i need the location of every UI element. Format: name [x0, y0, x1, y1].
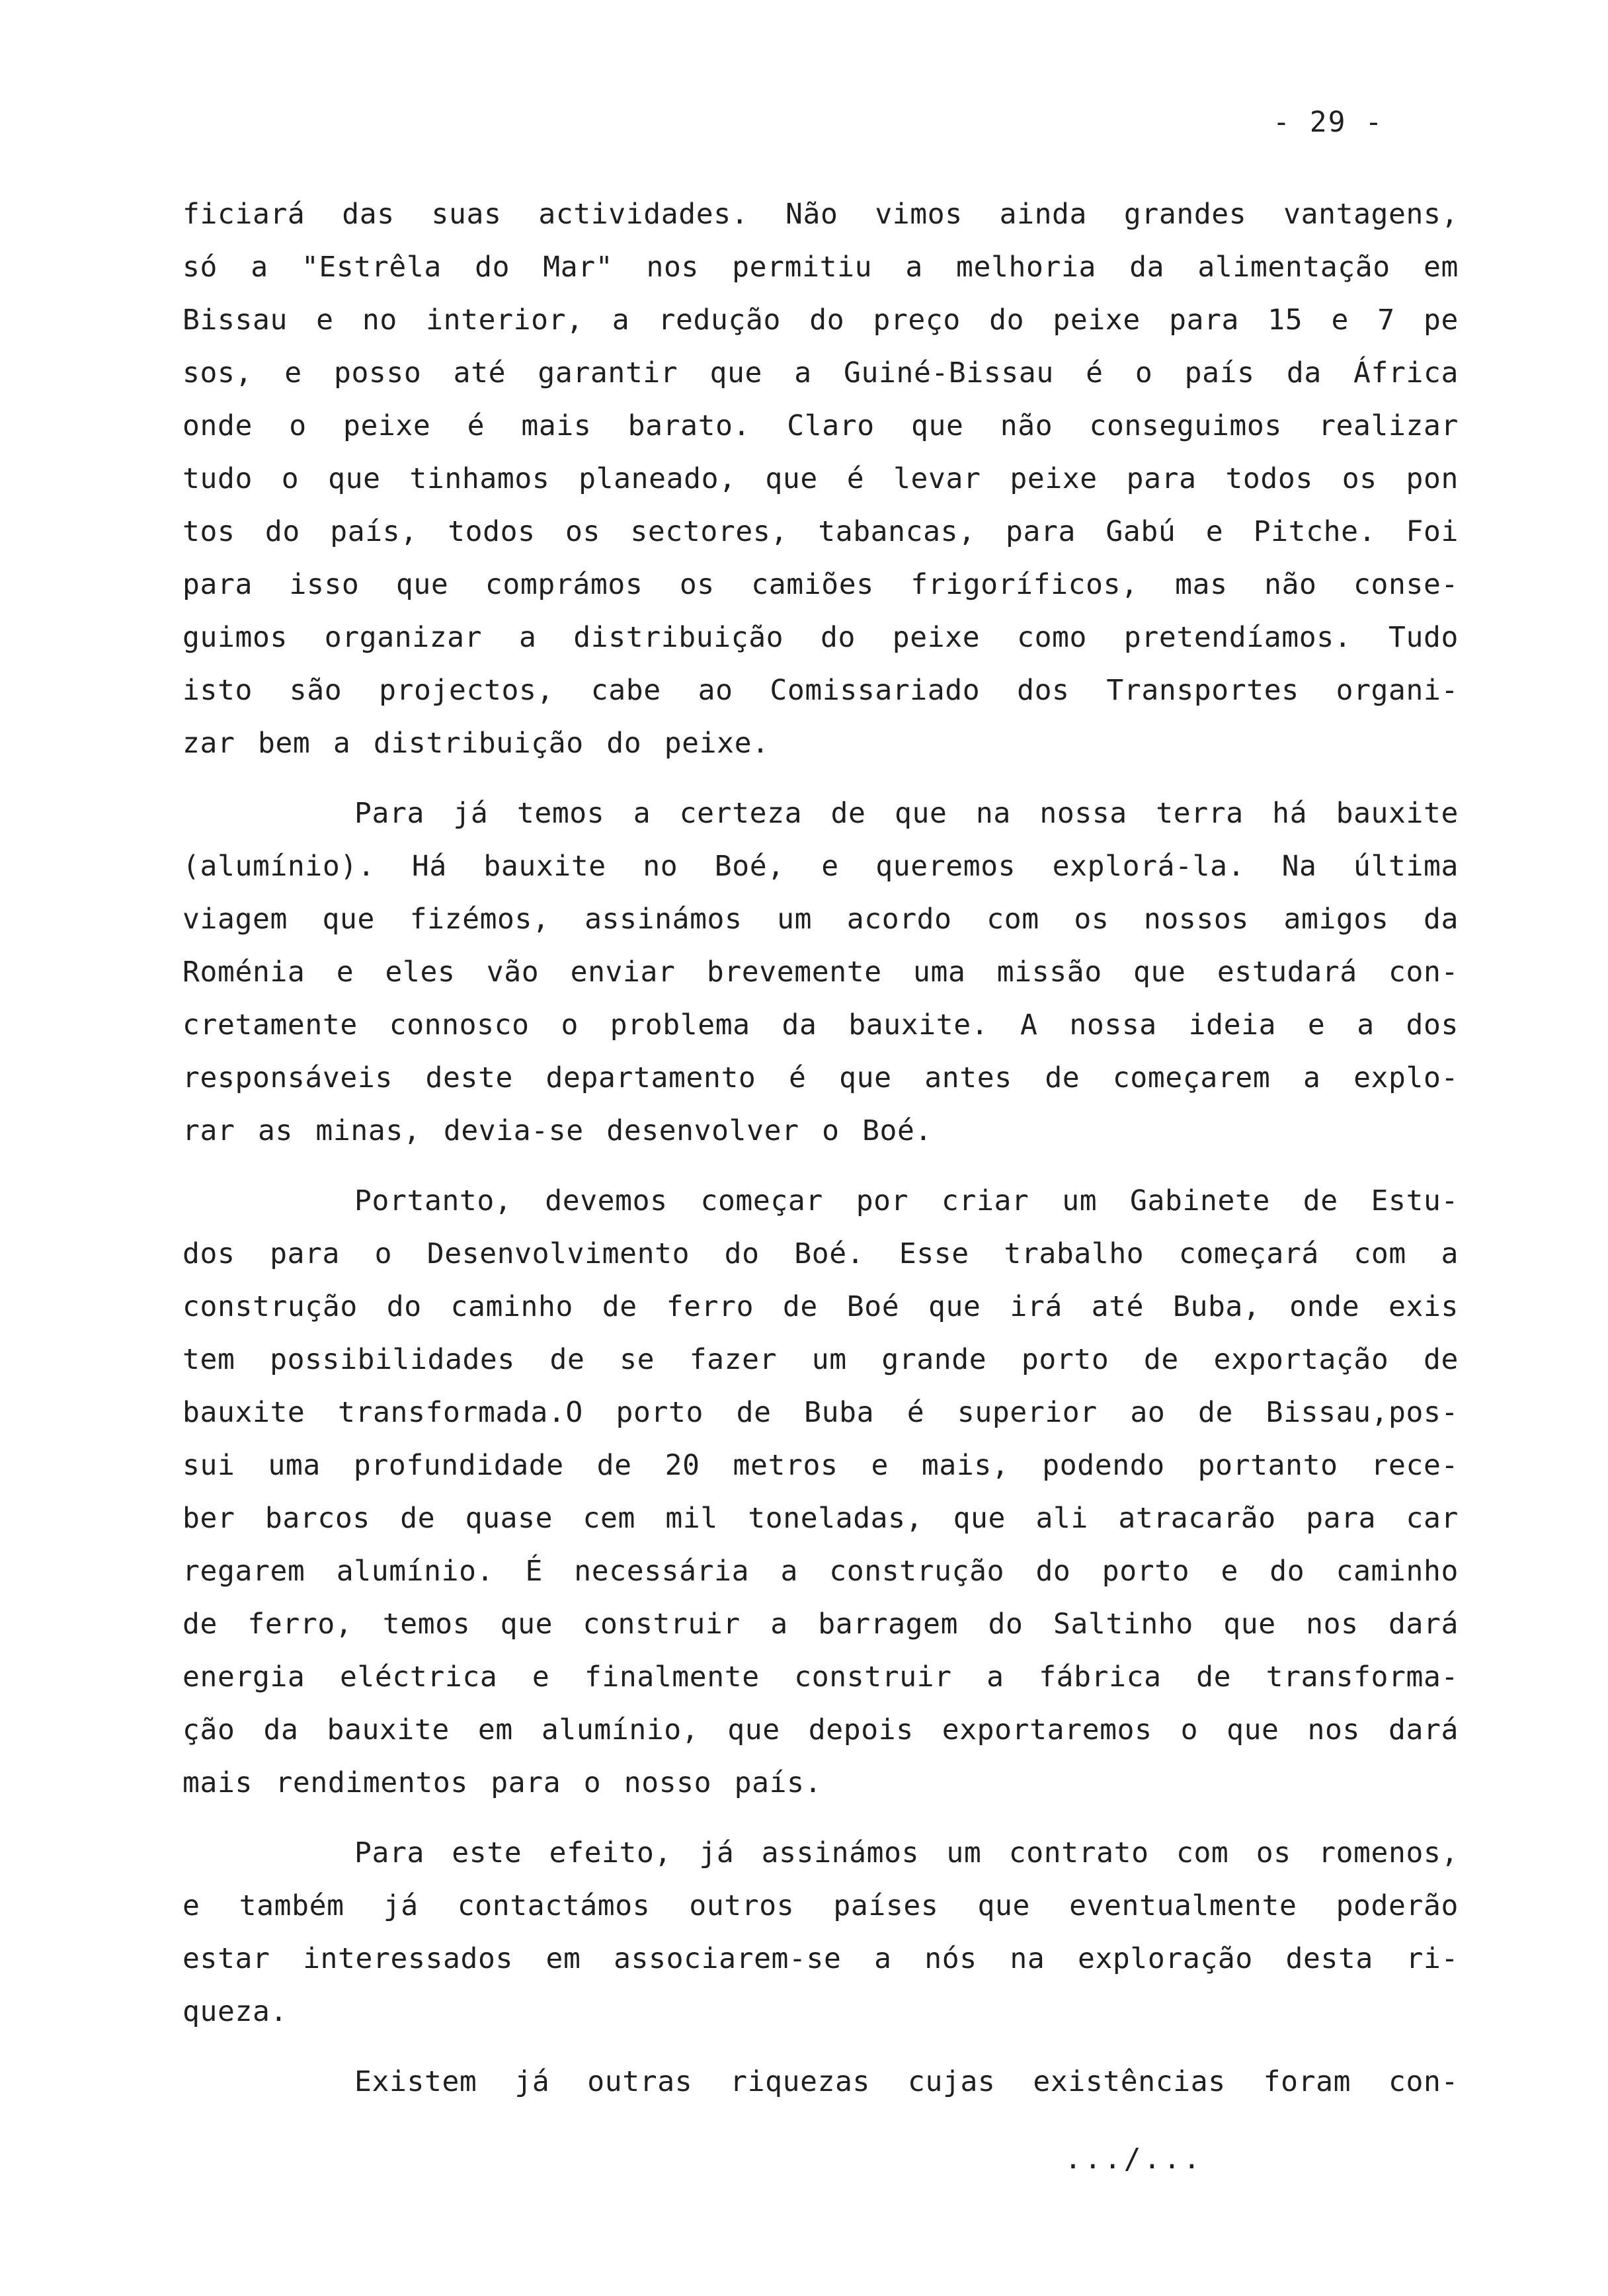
- text-line: sui uma profundidade de 20 metros e mais, podendo portanto rece-: [182, 1449, 1459, 1482]
- text-line: ber barcos de quase cem mil toneladas, que ali atracarão para car: [182, 1502, 1459, 1535]
- text-line: zar bem a distribuição do peixe.: [182, 727, 770, 760]
- text-line: Bissau e no interior, a redução do preço do peixe para 15 e 7 pe: [182, 304, 1459, 337]
- text-line: estar interessados em associarem-se a nós na exploração desta ri-: [182, 1942, 1459, 1975]
- text-line: isto são projectos, cabe ao Comissariado dos Transportes organi-: [182, 674, 1459, 707]
- continuation-marker: .../...: [1065, 2143, 1203, 2176]
- text-line: energia eléctrica e finalmente construir a fábrica de transforma-: [182, 1660, 1459, 1694]
- text-line: construção do caminho de ferro de Boé que irá até Buba, onde exis: [182, 1290, 1459, 1323]
- text-line: queza.: [182, 1995, 288, 2028]
- text-line: mais rendimentos para o nosso país.: [182, 1766, 823, 1799]
- text-line: viagem que fizémos, assinámos um acordo com os nossos amigos da: [182, 903, 1459, 936]
- text-line: e também já contactámos outros países que eventualmente poderão: [182, 1889, 1459, 1922]
- text-line: só a "Estrêla do Mar" nos permitiu a melhoria da alimentação em: [182, 251, 1459, 284]
- text-line: ção da bauxite em alumínio, que depois exportaremos o que nos dará: [182, 1713, 1459, 1746]
- document-body: [182, 188, 1459, 2108]
- text-line: Roménia e eles vão enviar brevemente uma missão que estudará con-: [182, 956, 1459, 989]
- text-line: ficiará das suas actividades. Não vimos ainda grandes vantagens,: [182, 198, 1459, 231]
- paragraph-5: [182, 2055, 1459, 2108]
- paragraph-3: [182, 1174, 1459, 1809]
- text-line: guimos organizar a distribuição do peixe como pretendíamos. Tudo: [182, 621, 1459, 654]
- text-line: bauxite transformada.O porto de Buba é superior ao de Bissau,pos-: [182, 1396, 1459, 1429]
- text-line: responsáveis deste departamento é que antes de começarem a explo-: [182, 1061, 1459, 1094]
- text-line: sos, e posso até garantir que a Guiné-Bissau é o país da África: [182, 356, 1459, 390]
- text-line: tos do país, todos os sectores, tabancas, para Gabú e Pitche. Foi: [182, 515, 1459, 548]
- page-number: - 29 -: [1273, 106, 1384, 139]
- text-line: onde o peixe é mais barato. Claro que não conseguimos realizar: [182, 409, 1459, 442]
- paragraph-2: [182, 787, 1459, 1157]
- text-line: para isso que comprámos os camiões frigoríficos, mas não conse-: [182, 568, 1459, 601]
- text-line: tudo o que tinhamos planeado, que é levar peixe para todos os pon: [182, 462, 1459, 495]
- text-line: rar as minas, devia-se desenvolver o Boé.: [182, 1114, 933, 1147]
- text-line: Existem já outras riquezas cujas existências foram con-: [354, 2065, 1459, 2098]
- text-line: de ferro, temos que construir a barragem do Saltinho que nos dará: [182, 1608, 1459, 1641]
- text-line: (alumínio). Há bauxite no Boé, e queremos explorá-la. Na última: [182, 850, 1459, 883]
- paragraph-4: [182, 1826, 1459, 2038]
- text-line: Para este efeito, já assinámos um contrato com os romenos,: [354, 1836, 1459, 1869]
- text-line: regarem alumínio. É necessária a construção do porto e do caminho: [182, 1555, 1459, 1588]
- text-line: cretamente connosco o problema da bauxite. A nossa ideia e a dos: [182, 1008, 1459, 1042]
- text-line: Portanto, devemos começar por criar um Gabinete de Estu-: [354, 1184, 1459, 1217]
- text-line: tem possibilidades de se fazer um grande porto de exportação de: [182, 1343, 1459, 1376]
- paragraph-1: [182, 188, 1459, 770]
- text-line: Para já temos a certeza de que na nossa terra há bauxite: [354, 797, 1459, 830]
- text-line: dos para o Desenvolvimento do Boé. Esse trabalho começará com a: [182, 1237, 1459, 1270]
